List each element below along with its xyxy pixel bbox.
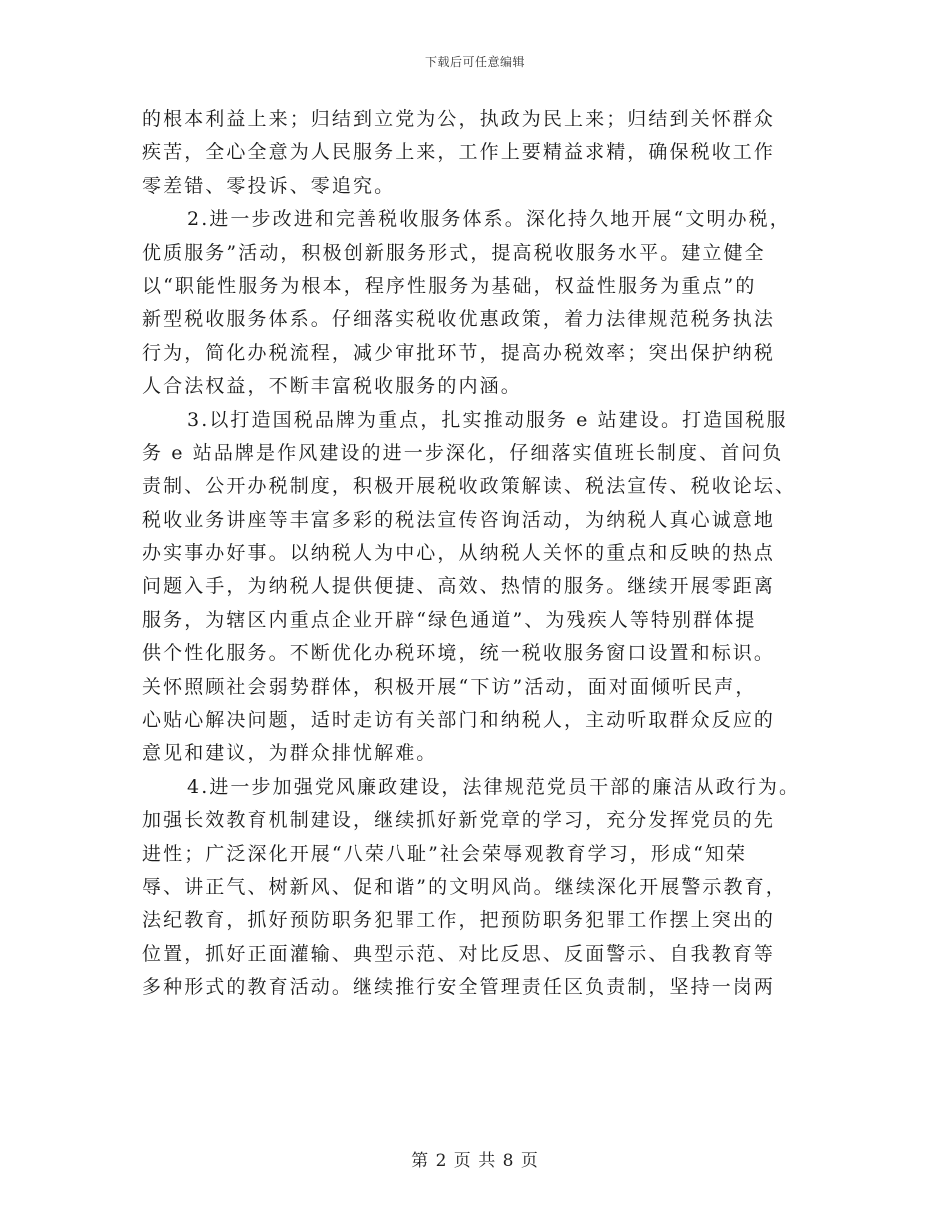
text-line: 行为，简化办税流程，减少审批环节，提高办税效率；突出保护纳税 [142, 341, 776, 364]
text-line: 零差错、零投诉、零追究。 [142, 174, 396, 197]
text-line: 人合法权益，不断丰富税收服务的内涵。 [142, 375, 522, 398]
text-line: 疾苦，全心全意为人民服务上来，工作上要精益求精，确保税收工作 [142, 141, 776, 164]
text-line: 多种形式的教育活动。继续推行安全管理责任区负责制，坚持一岗两 [142, 976, 776, 999]
text-line: 办实事办好事。以纳税人为中心，从纳税人关怀的重点和反映的热点 [142, 542, 776, 565]
text-line: 税收业务讲座等丰富多彩的税法宣传咨询活动，为纳税人真心诚意地 [142, 508, 776, 531]
text-line: 新型税收服务体系。仔细落实税收优惠政策，着力法律规范税务执法 [142, 308, 776, 331]
page-number: 第 2 页 共 8 页 [411, 1151, 539, 1171]
text-line: 优质服务”活动，积极创新服务形式，提高税收服务水平。建立健全 [142, 241, 766, 264]
text-line: 以“职能性服务为根本，程序性服务为基础，权益性服务为重点”的 [142, 274, 757, 297]
text-line: 加强长效教育机制建设，继续抓好新党章的学习，充分发挥党员的先 [142, 809, 776, 832]
text-line: 务 e 站品牌是作风建设的进一步深化，仔细落实值班长制度、首问负 [142, 441, 784, 464]
text-line: 问题入手，为纳税人提供便捷、高效、热情的服务。继续开展零距离 [142, 575, 776, 598]
paragraph-first-line: 3.以打造国税品牌为重点，扎实推动服务 e 站建设。打造国税服 [187, 408, 788, 431]
text-line: 的根本利益上来；归结到立党为公，执政为民上来；归结到关怀群众 [142, 108, 776, 130]
text-line: 进性；广泛深化开展“八荣八耻”社会荣辱观教育学习，形成“知荣 [142, 842, 748, 865]
text-line: 辱、讲正气、树新风、促和谐”的文明风尚。继续深化开展警示教育， [142, 875, 787, 898]
text-line: 法纪教育，抓好预防职务犯罪工作，把预防职务犯罪工作摆上突出的 [142, 909, 776, 932]
download-editable-note: 下载后可任意编辑 [424, 55, 525, 69]
paragraph-first-line: 4.进一步加强党风廉政建设，法律规范党员干部的廉洁从政行为。 [187, 775, 801, 798]
text-line: 责制、公开办税制度，积极开展税收政策解读、税法宣传、税收论坛、 [142, 475, 797, 498]
text-line: 意见和建议，为群众排忧解难。 [142, 742, 438, 765]
text-line: 服务，为辖区内重点企业开辟“绿色通道”、为残疾人等特别群体提 [142, 608, 757, 631]
text-line: 供个性化服务。不断优化办税环境，统一税收服务窗口设置和标识。 [142, 642, 776, 665]
document-body [142, 103, 812, 1005]
paragraph-first-line: 2.进一步改进和完善税收服务体系。深化持久地开展“文明办税， [187, 208, 791, 231]
text-line: 关怀照顾社会弱势群体，积极开展“下访”活动，面对面倾听民声， [142, 675, 757, 698]
text-line: 位置，抓好正面灌输、典型示范、对比反思、反面警示、自我教育等 [142, 942, 776, 965]
text-line: 心贴心解决问题，适时走访有关部门和纳税人，主动听取群众反应的 [142, 709, 776, 732]
